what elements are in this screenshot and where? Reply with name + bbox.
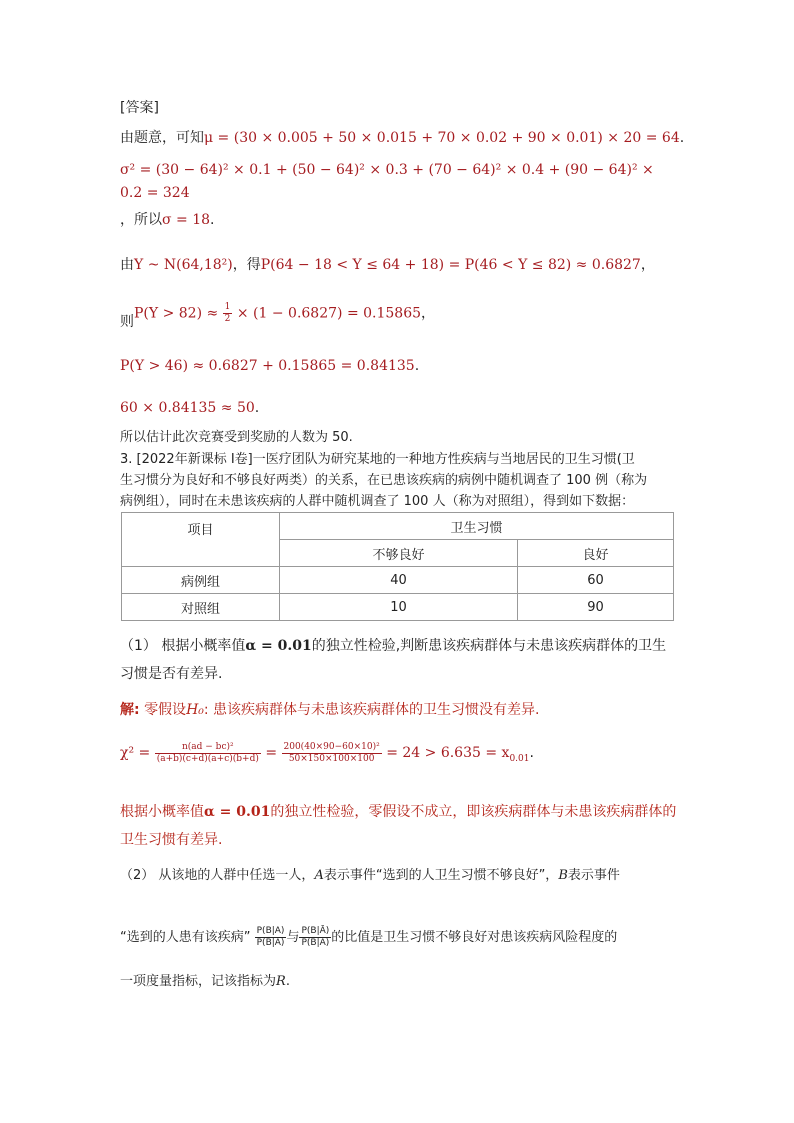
chi-square-line (120, 740, 534, 772)
part1-text-b: 的独立性检验,判断患该疾病群体与未患该疾病群体的卫生 (311, 638, 667, 654)
estimate-suffix: . (254, 400, 260, 416)
h0-symbol: H₀ (186, 702, 204, 718)
solution-text-b: : 患该疾病群体与未患该疾病群体的卫生习惯没有差异. (203, 702, 540, 718)
chi-f2-num: 200(40×90−60×10)² (283, 741, 380, 752)
part2-line1 (120, 866, 620, 886)
half-fraction (223, 302, 233, 325)
ratio-mid: 与 (286, 930, 300, 945)
conclusion-1-line1 (120, 802, 676, 822)
conclusion-text-a: 根据小概率值 (120, 804, 204, 820)
data-table (121, 512, 674, 621)
mean-formula: μ = (30 × 0.005 + 50 × 0.015 + 70 × 0.02 + 90 × 0.01) × 20 = 64 (204, 130, 680, 146)
chi-f1-den: (a+b)(c+d)(a+c)(b+d) (156, 753, 259, 764)
normal-prob: P(64 − 18 < Y ≤ 64 + 18) = P(46 < Y ≤ 82) ≈ 0.6827 (260, 257, 641, 273)
prob-46-formula: P(Y > 46) ≈ 0.6827 + 0.15865 = 0.84135 (120, 358, 415, 374)
tail-suffix: ， (421, 305, 436, 322)
tail-formula-b: × (1 − 0.6827) = 0.15865 (236, 305, 422, 322)
event-b: B (558, 868, 568, 883)
mean-line (120, 128, 684, 148)
estimate-line (120, 398, 259, 418)
part2-label: （2） (120, 868, 155, 883)
cell-value: 90 (518, 594, 674, 621)
tail-prob-line (120, 302, 436, 330)
part1-line2: 习惯是否有差异. (120, 666, 223, 682)
row-label: 病例组 (122, 567, 280, 594)
half-numerator: 1 (224, 302, 231, 312)
part2-line2-a: “选到的人患有该疾病” (120, 930, 251, 945)
event-a: A (314, 868, 324, 883)
variance-line-2 (120, 183, 190, 203)
normal-prefix: 由 (120, 257, 134, 273)
indicator-r: R (276, 974, 286, 989)
part2-line3-b: . (285, 974, 290, 989)
chi-sub: 0.01 (509, 753, 530, 764)
sigma-formula: σ = 18 (162, 212, 211, 228)
chi-eq: = (265, 745, 278, 761)
part2-text-c: 表示事件 (567, 868, 620, 883)
chi-fraction-2 (282, 742, 382, 765)
part1-line1 (120, 636, 666, 656)
conclusion-alpha: α = 0.01 (204, 804, 271, 820)
table-row (122, 594, 674, 621)
mean-prefix: 由题意，可知 (120, 130, 204, 146)
conclusion-line: 所以估计此次竞赛受到奖励的人数为 50. (120, 430, 353, 445)
question3-line2: 生习惯分为良好和不够良好两类）的关系，在已患该疾病的病例中随机调查了 100 例（称为 (120, 473, 648, 488)
ratio-2-num: P(B|Ā) (301, 926, 330, 936)
answer-label: [答案] (120, 100, 159, 116)
part1-label: （1） (120, 638, 157, 654)
part2-text-a: 从该地的人群中任选一人， (158, 868, 315, 883)
header-group: 卫生习惯 (280, 513, 674, 540)
chi-f1-num: n(ad − bc)² (155, 742, 261, 754)
header-item: 项目 (122, 513, 280, 567)
row-label: 对照组 (122, 594, 280, 621)
prob-46-suffix: . (414, 358, 420, 374)
normal-suffix: ， (640, 257, 655, 273)
question3-line1: 3. [2022年新课标 I卷]一医疗团队为研究某地的一种地方性疾病与当地居民的卫生习惯(卫 (120, 452, 635, 467)
solution-text-a: 零假设 (144, 702, 187, 718)
chi-rhs: = 24 > 6.635 = x (386, 745, 510, 761)
variance-result: 0.2 = 324 (120, 185, 190, 201)
tail-formula-a: P(Y > 82) ≈ (134, 305, 219, 322)
normal-mid: ，得 (232, 257, 261, 273)
part2-line2-b: 的比值是卫生习惯不够良好对患该疾病风险程度的 (331, 930, 618, 945)
normal-dist: Y ~ N(64,18²) (134, 257, 233, 273)
table-row (122, 567, 674, 594)
part1-text-a: 根据小概率值 (161, 638, 246, 654)
half-denominator: 2 (224, 314, 231, 324)
sigma-prefix: ，所以 (120, 212, 162, 228)
part2-line2 (120, 924, 617, 952)
chi-f2-den: 50×150×100×100 (288, 753, 375, 764)
part2-line3 (120, 972, 290, 992)
chi-lhs: χ² = (120, 745, 151, 761)
estimate-formula: 60 × 0.84135 ≈ 50 (120, 400, 255, 416)
part2-text-b: 表示事件“选到的人卫生习惯不够良好”， (323, 868, 559, 883)
header-col-good: 良好 (518, 540, 674, 567)
cell-value: 40 (280, 567, 518, 594)
tail-prefix: 则 (120, 313, 134, 330)
variance-formula: σ² = (30 − 64)² × 0.1 + (50 − 64)² × 0.3 + (70 − 64)² × 0.4 + (90 − 64)² × (120, 162, 654, 178)
alpha-value: α = 0.01 (245, 638, 312, 654)
conclusion-text-b: 的独立性检验，零假设不成立，即该疾病群体与未患该疾病群体的 (270, 804, 677, 820)
ratio-1-num: P(B|A) (256, 926, 285, 936)
conclusion-1-line2: 卫生习惯有差异. (120, 832, 223, 848)
variance-line (120, 160, 654, 180)
normal-line (120, 255, 655, 275)
sigma-suffix: . (210, 212, 215, 228)
chi-fraction-1 (155, 742, 261, 765)
solution-label: 解: (120, 702, 140, 718)
cell-value: 10 (280, 594, 518, 621)
cell-value: 60 (518, 567, 674, 594)
chi-suffix: . (529, 745, 534, 761)
prob-46-line (120, 356, 419, 376)
ratio-2-den: P(B̄|Ā) (301, 938, 330, 948)
ratio-2 (299, 926, 331, 949)
ratio-1-den: P(B̄|A) (256, 938, 285, 948)
header-col-not-good: 不够良好 (280, 540, 518, 567)
sigma-line (120, 210, 214, 230)
ratio-1 (255, 926, 287, 949)
solution-line (120, 700, 540, 720)
part2-line3-a: 一项度量指标，记该指标为 (120, 974, 277, 989)
mean-suffix: . (679, 130, 685, 146)
question3-line3: 病例组），同时在未患该疾病的人群中随机调查了 100 人（称为对照组），得到如下数据： (120, 494, 635, 509)
